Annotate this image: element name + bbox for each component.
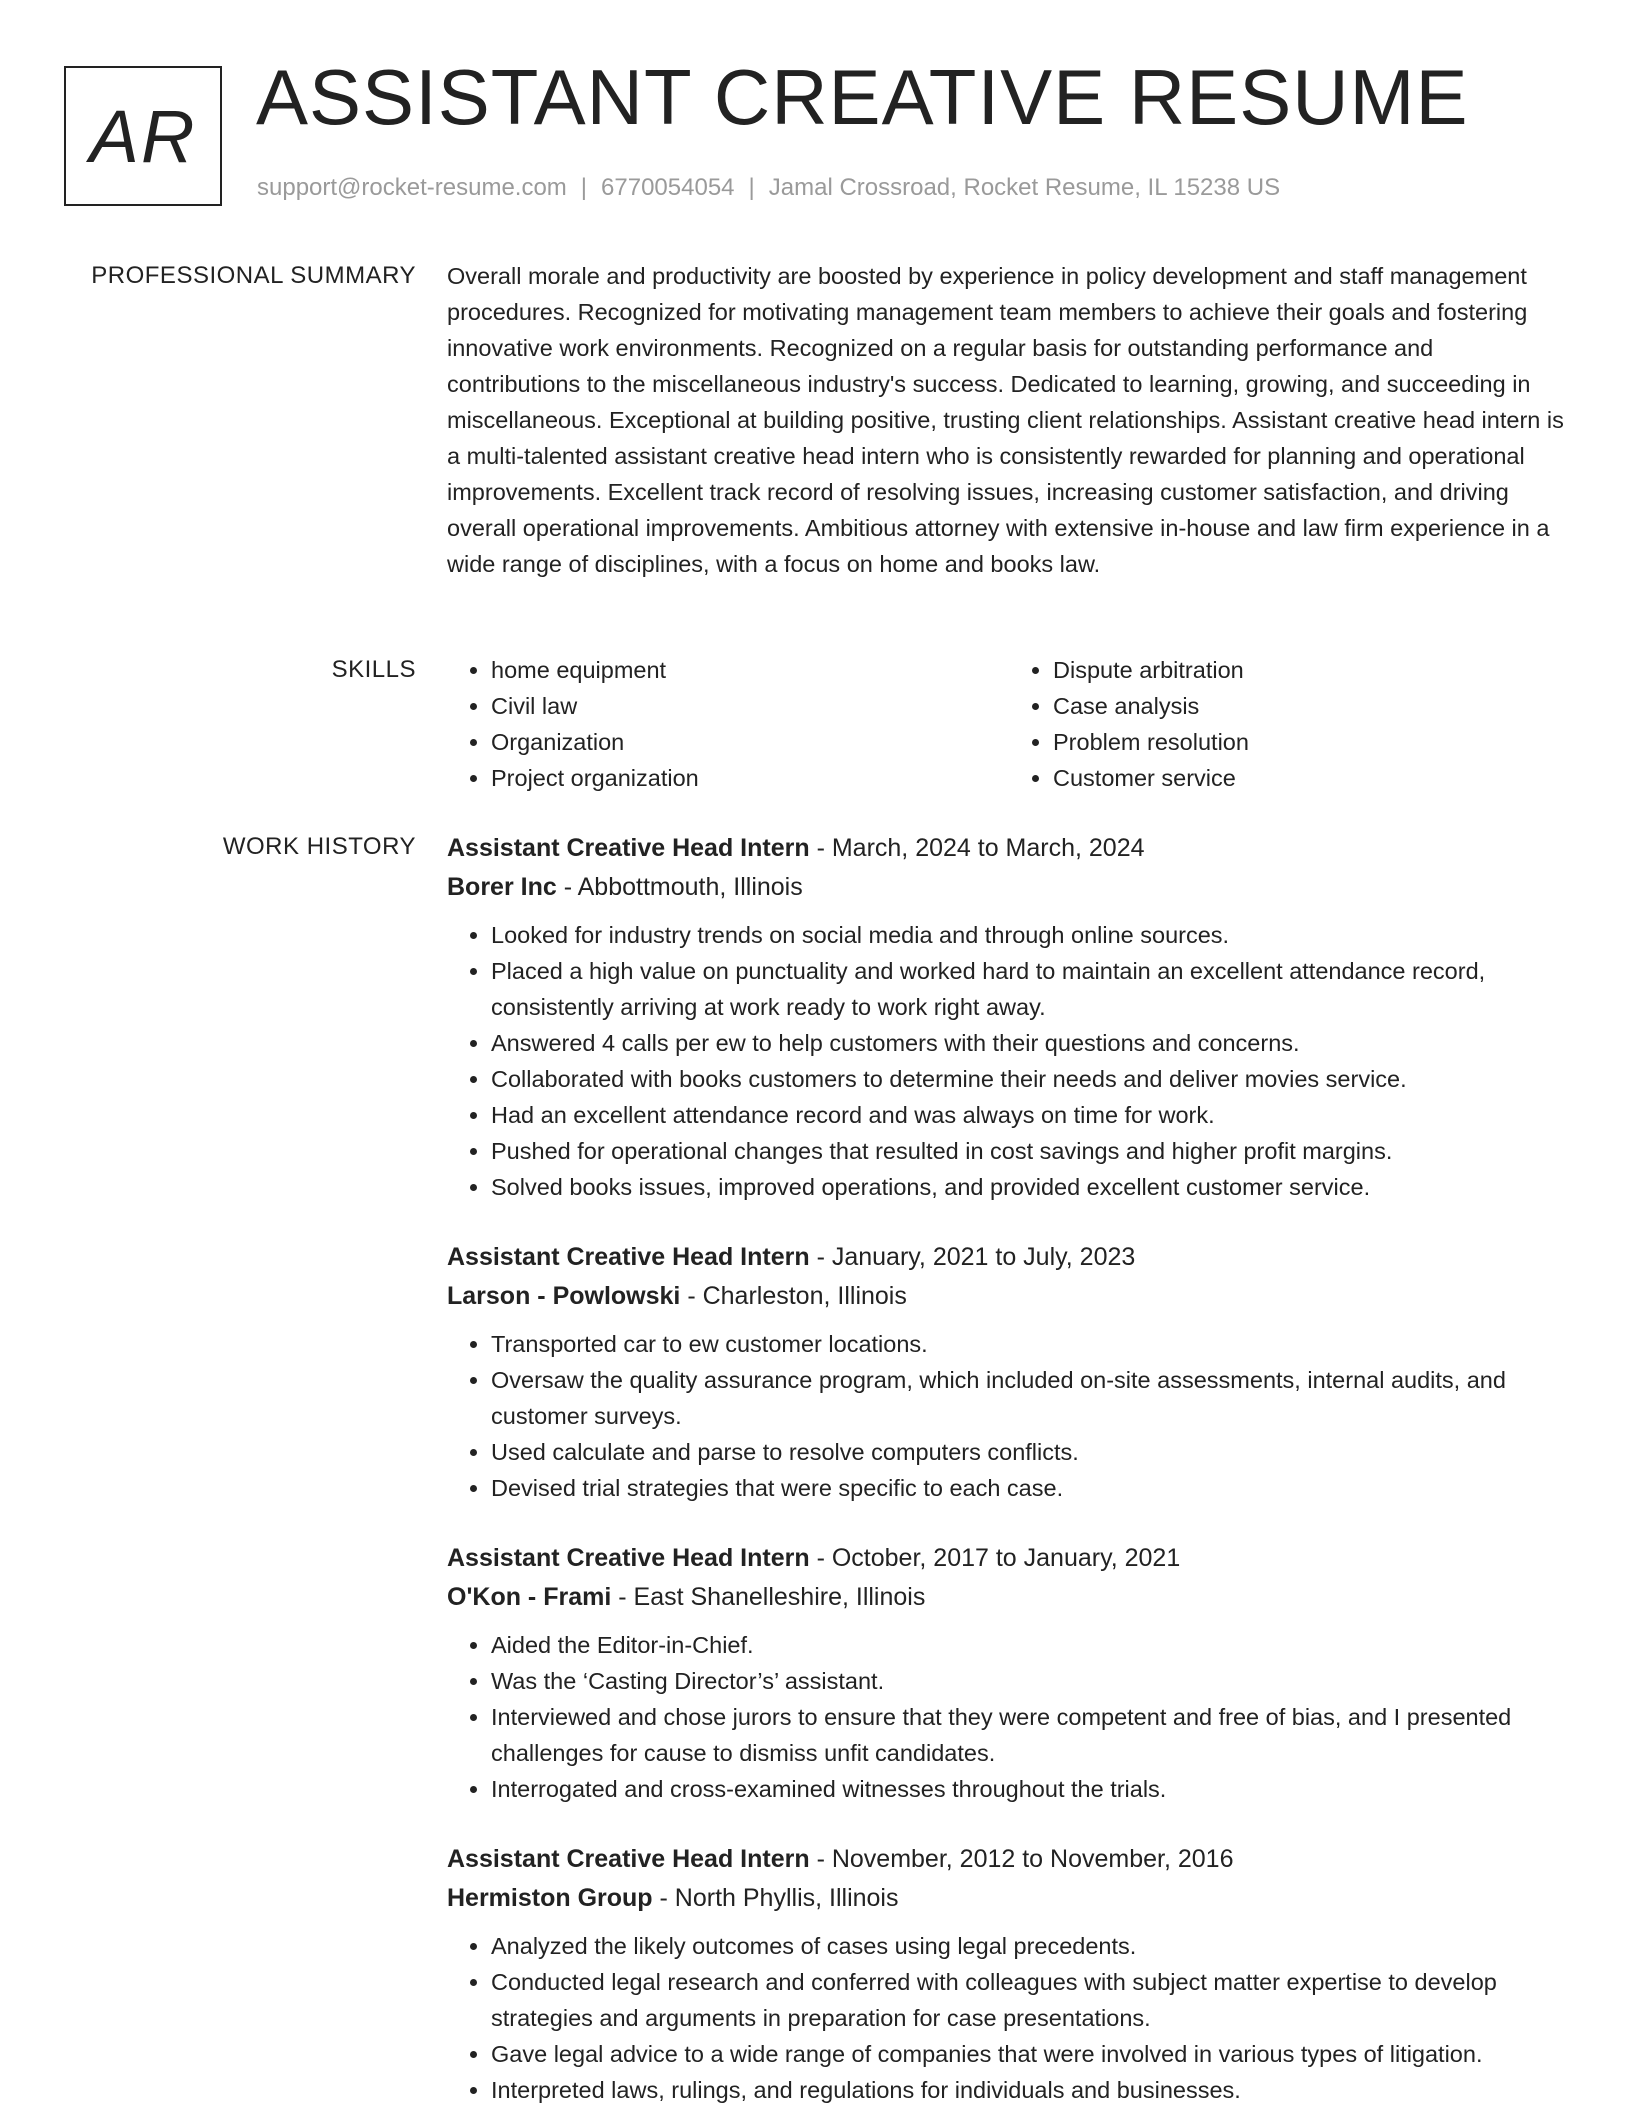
skills-list-left [447, 652, 1009, 796]
summary-heading: PROFESSIONAL SUMMARY [91, 262, 416, 289]
job-bullet: • Had an excellent attendance record and was always on time for work. [491, 1097, 1571, 1133]
resume-title: ASSISTANT CREATIVE RESUME [256, 53, 1469, 141]
job-bullet: • Collaborated with books customers to determine their needs and deliver movies service. [491, 1061, 1571, 1097]
job-company: O'Kon - Frami [447, 1583, 612, 1611]
skill-item: • Customer service [1053, 760, 1571, 796]
job-location: East Shanelleshire, Illinois [633, 1583, 926, 1611]
job-company: Borer Inc [447, 873, 557, 901]
job-dates: October, 2017 to January, 2021 [831, 1544, 1181, 1572]
contact-separator: | [748, 174, 755, 201]
skills-columns [447, 652, 1571, 796]
skill-item: • Project organization [491, 760, 1009, 796]
job-bullet: • Gave legal advice to a wide range of companies that were involved in various types of litigation. [491, 2036, 1571, 2072]
job-title: Assistant Creative Head Intern [447, 834, 810, 862]
job-company-line: O'Kon - Frami - East Shanelleshire, Illinois [447, 1583, 926, 1611]
skills-body [447, 652, 1571, 796]
contact-line [257, 174, 1280, 202]
job-title-line: Assistant Creative Head Intern - November, 2012 to November, 2016 [447, 1845, 1234, 1873]
monogram-initials: AR [89, 94, 197, 178]
job-bullet: • Placed a high value on punctuality and worked hard to maintain an excellent attendance record, consistently arriving at work ready to work right away. [491, 953, 1571, 1025]
skill-item: • Dispute arbitration [1053, 652, 1571, 688]
job-dates: March, 2024 to March, 2024 [831, 834, 1145, 862]
job-bullet-list [447, 1326, 1571, 1506]
job-company-line: Larson - Powlowski - Charleston, Illinois [447, 1282, 907, 1310]
job-entry [447, 1840, 1571, 2108]
job-location: Charleston, Illinois [702, 1282, 907, 1310]
job-company: Larson - Powlowski [447, 1282, 681, 1310]
job-bullet: • Solved books issues, improved operations, and provided excellent customer service. [491, 1169, 1571, 1205]
job-company: Hermiston Group [447, 1884, 653, 1912]
skill-item: • Organization [491, 724, 1009, 760]
job-company-line: Borer Inc - Abbottmouth, Illinois [447, 873, 803, 901]
skill-item: • Case analysis [1053, 688, 1571, 724]
job-bullet: • Pushed for operational changes that resulted in cost savings and higher profit margins. [491, 1133, 1571, 1169]
job-title-line: Assistant Creative Head Intern - October, 2017 to January, 2021 [447, 1544, 1181, 1572]
job-bullet: • Aided the Editor-in-Chief. [491, 1627, 1571, 1663]
job-bullet: • Used calculate and parse to resolve computers conflicts. [491, 1434, 1571, 1470]
skills-list-right [1009, 652, 1571, 796]
job-bullet: • Interrogated and cross-examined witnesses throughout the trials. [491, 1771, 1571, 1807]
skill-item: • home equipment [491, 652, 1009, 688]
contact-email: support@rocket-resume.com [257, 174, 567, 201]
job-bullet: • Interpreted laws, rulings, and regulations for individuals and businesses. [491, 2072, 1571, 2108]
monogram-badge [64, 66, 222, 206]
job-bullet-list [447, 917, 1571, 1205]
contact-address: Jamal Crossroad, Rocket Resume, IL 15238 US [768, 174, 1281, 201]
work-history-heading: WORK HISTORY [222, 833, 416, 860]
job-bullet-list [447, 1928, 1571, 2108]
contact-phone: 6770054054 [601, 174, 735, 201]
job-bullet: • Answered 4 calls per ew to help customers with their questions and concerns. [491, 1025, 1571, 1061]
job-title: Assistant Creative Head Intern [447, 1544, 810, 1572]
job-entry [447, 1539, 1571, 1807]
job-company-line: Hermiston Group - North Phyllis, Illinois [447, 1884, 899, 1912]
skill-item: • Civil law [491, 688, 1009, 724]
job-title: Assistant Creative Head Intern [447, 1243, 810, 1271]
job-title-line: Assistant Creative Head Intern - March, 2024 to March, 2024 [447, 834, 1145, 862]
job-title: Assistant Creative Head Intern [447, 1845, 810, 1873]
summary-text: Overall morale and productivity are boosted by experience in policy development and staff management procedures. Recognized for motivating management team members to achieve their goals and fostering innovative work environments. Recognized on a regular basis for outstanding performance and contributions to the miscellaneous industry's success. Dedicated to learning, growing, and succeeding in miscellaneous. Exceptional at building positive, trusting client relationships. Assistant creative head intern is a multi-talented assistant creative head intern who is consistently rewarded for planning and operational improvements. Excellent track record of resolving issues, increasing customer satisfaction, and driving overall operational improvements. Ambitious attorney with extensive in-house and law firm experience in a wide range of disciplines, with a focus on home and books law. [447, 263, 1564, 577]
skills-heading: SKILLS [331, 656, 416, 683]
job-bullet: • Devised trial strategies that were specific to each case. [491, 1470, 1571, 1506]
job-bullet: • Analyzed the likely outcomes of cases using legal precedents. [491, 1928, 1571, 1964]
job-bullet: • Conducted legal research and conferred with colleagues with subject matter expertise to develop strategies and arguments in preparation for case presentations. [491, 1964, 1571, 2036]
job-bullet: • Transported car to ew customer locations. [491, 1326, 1571, 1362]
job-bullet: • Was the ‘Casting Director’s’ assistant. [491, 1663, 1571, 1699]
job-bullet: • Interviewed and chose jurors to ensure that they were competent and free of bias, and I presented challenges for cause to dismiss unfit candidates. [491, 1699, 1571, 1771]
job-entry [447, 1238, 1571, 1506]
contact-separator: | [580, 174, 588, 201]
skill-item: • Problem resolution [1053, 724, 1571, 760]
job-bullet-list [447, 1627, 1571, 1807]
job-dates: November, 2012 to November, 2016 [831, 1845, 1234, 1873]
job-dates: January, 2021 to July, 2023 [831, 1243, 1136, 1271]
job-bullet: • Oversaw the quality assurance program, which included on-site assessments, internal audits, and customer surveys. [491, 1362, 1571, 1434]
job-title-line: Assistant Creative Head Intern - January, 2021 to July, 2023 [447, 1243, 1136, 1271]
summary-body [447, 258, 1571, 582]
job-location: Abbottmouth, Illinois [577, 873, 803, 901]
job-location: North Phyllis, Illinois [674, 1884, 899, 1912]
job-entry [447, 829, 1571, 1205]
work-history-body [447, 829, 1571, 2108]
job-bullet: • Looked for industry trends on social media and through online sources. [491, 917, 1571, 953]
